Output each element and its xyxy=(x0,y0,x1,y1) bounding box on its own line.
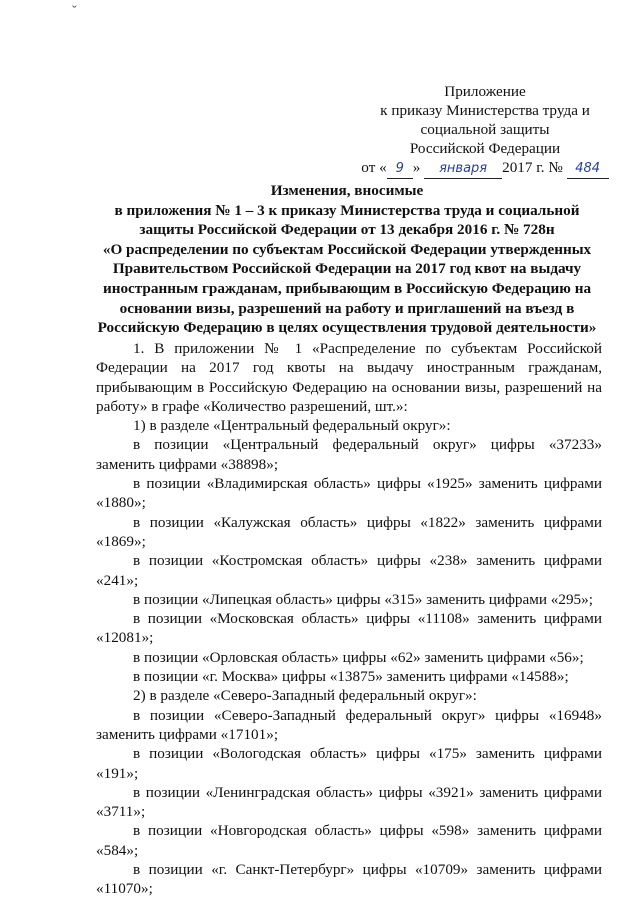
appendix-ministry-line: социальной защиты xyxy=(420,121,550,138)
paragraph-4: в позиции «Владимирская область» цифры «1925» заменить цифрами «1880»; xyxy=(96,475,602,512)
paragraph-5: в позиции «Калужская область» цифры «1822» заменить цифрами «1869»; xyxy=(96,513,602,550)
paragraph-11: 2) в разделе «Северо-Западный федеральный округ»: xyxy=(133,687,477,705)
appendix-title: Приложение xyxy=(444,83,526,100)
paragraph-14: в позиции «Ленинградская область» цифры «3921» заменить цифрами «3711»; xyxy=(96,783,602,821)
handwritten-day: 9 xyxy=(387,159,413,179)
heading-line-6: иностранным гражданам, прибывающим в Российскую Федерацию на xyxy=(102,279,592,297)
document-heading xyxy=(92,181,602,338)
heading-line-8: Российскую Федерацию в целях осуществления трудовой деятельности» xyxy=(97,319,597,337)
appendix-country-line: Российской Федерации xyxy=(409,140,561,157)
paragraph-12: в позиции «Северо-Западный федеральный округ» цифры «16948» заменить цифрами «17101»; xyxy=(96,706,602,743)
paragraph-8: в позиции «Московская область» цифры «11108» заменить цифрами «12081»; xyxy=(96,610,602,647)
date-mid: » xyxy=(412,159,421,176)
heading-line-4: «О распределении по субъектам Российской Федерации утвержденных xyxy=(102,240,592,258)
paragraph-1: 1. В приложении № 1 «Распределение по субъектам Российской Федерации на 2017 год квоты на выдачу иностранным гражданам, прибывающим в Российскую Федерацию на основании визы, разрешений на работу» в графе «Количество разрешений, шт.»: xyxy=(96,340,602,415)
heading-line-2: в приложения № 1 – 3 к приказу Министерства труда и социальной xyxy=(114,201,580,219)
paragraph-7: в позиции «Липецкая область» цифры «315» заменить цифрами «295»; xyxy=(133,590,593,608)
appendix-date-line xyxy=(360,158,610,179)
heading-line-3: защиты Российской Федерации от 13 декабря 2016 г. № 728н xyxy=(139,221,555,239)
date-prefix: от « xyxy=(361,159,387,176)
paragraph-6: в позиции «Костромская область» цифры «238» заменить цифрами «241»; xyxy=(96,552,602,589)
handwritten-order-number: 484 xyxy=(567,159,609,179)
paragraph-13: в позиции «Вологодская область» цифры «175» заменить цифрами «191»; xyxy=(96,745,602,782)
paragraph-10: в позиции «г. Москва» цифры «13875» заменить цифрами «14588»; xyxy=(133,668,569,686)
appendix-block xyxy=(360,82,610,179)
heading-line-1: Изменения, вносимые xyxy=(270,182,424,199)
paragraph-2: 1) в разделе «Центральный федеральный округ»: xyxy=(133,417,451,435)
paragraph-3: в позиции «Центральный федеральный округ» цифры «37233» заменить цифрами «38898»; xyxy=(96,436,602,473)
heading-line-7: основании визы, разрешений на работу и приглашений на въезд в xyxy=(119,299,575,317)
appendix-order-line: к приказу Министерства труда и xyxy=(380,102,590,119)
paragraph-16: в позиции «г. Санкт-Петербург» цифры «10709» заменить цифрами «11070»; xyxy=(96,861,602,898)
handwritten-month: января xyxy=(424,159,502,179)
scan-artifact: ˇ xyxy=(72,4,77,19)
date-year: 2017 г. № xyxy=(502,159,563,176)
paragraph-15: в позиции «Новгородская область» цифры «598» заменить цифрами «584»; xyxy=(96,822,602,859)
paragraph-9: в позиции «Орловская область» цифры «62» заменить цифрами «56»; xyxy=(133,648,584,666)
heading-line-5: Правительством Российской Федерации на 2017 год квот на выдачу xyxy=(112,260,582,278)
document-body xyxy=(96,339,602,899)
